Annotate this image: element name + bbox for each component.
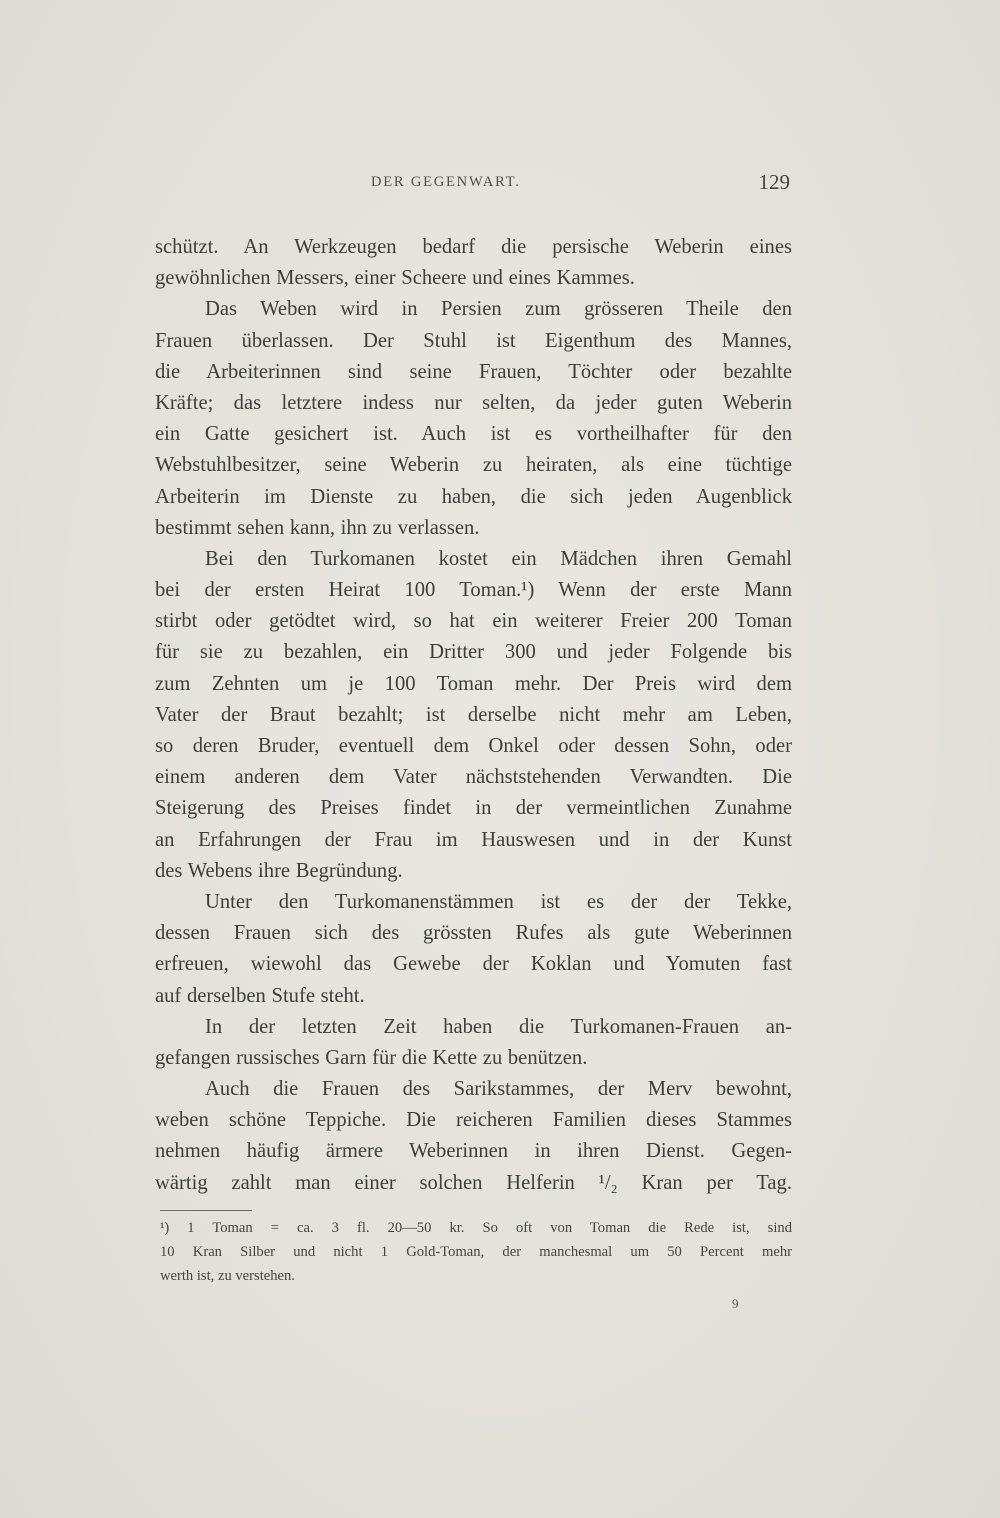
text-line: an Erfahrungen der Frau im Hauswesen und in der Kunst (155, 828, 792, 851)
running-title: DER GEGENWART. (371, 174, 521, 190)
text-line: zum Zehnten um je 100 Toman mehr. Der Preis wird dem (155, 672, 792, 695)
text-line: bestimmt sehen kann, ihn zu verlassen. (155, 516, 480, 539)
text-line: dessen Frauen sich des grössten Rufes als gute Weberinnen (155, 922, 792, 945)
text-line: gefangen russisches Garn für die Kette zu benützen. (155, 1046, 588, 1069)
text-line: In der letzten Zeit haben die Turkomanen-Frauen an- (205, 1015, 792, 1038)
text-line: auf derselben Stufe steht. (155, 984, 365, 1007)
text-line: so deren Bruder, eventuell dem Onkel oder dessen Sohn, oder (155, 735, 792, 757)
text-line: stirbt oder getödtet wird, so hat ein weiterer Freier 200 Toman (155, 610, 792, 633)
footnote-divider (160, 1210, 252, 1211)
text-line: wärtig zahlt man einer solchen Helferin ¹/₂ Kran per Tag. (155, 1171, 792, 1194)
text-line: die Arbeiterinnen sind seine Frauen, Töchter oder bezahlte (155, 360, 792, 383)
text-line: des Webens ihre Begründung. (155, 859, 403, 882)
text-line: Kräfte; das letztere indess nur selten, da jeder guten Weberin (155, 391, 792, 414)
text-line: Steigerung des Preises findet in der vermeintlichen Zunahme (155, 797, 792, 820)
footnote-line: ¹) 1 Toman = ca. 3 fl. 20—50 kr. So oft von Toman die Rede ist, sind (160, 1220, 792, 1236)
text-line: Bei den Turkomanen kostet ein Mädchen ihren Gemahl (205, 547, 792, 570)
footnote-line: werth ist, zu verstehen. (160, 1268, 295, 1284)
text-line: ein Gatte gesichert ist. Auch ist es vortheilhafter für den (155, 423, 792, 446)
text-line: Frauen überlassen. Der Stuhl ist Eigenthum des Mannes, (155, 329, 792, 352)
text-line: bei der ersten Heirat 100 Toman.¹) Wenn der erste Mann (155, 579, 792, 602)
text-line: Das Weben wird in Persien zum grösseren Theile den (205, 298, 792, 321)
page-number: 129 (758, 170, 790, 194)
text-line: schützt. An Werkzeugen bedarf die persische Weberin eines (155, 236, 792, 258)
body-text (155, 232, 792, 1199)
text-line: gewöhnlichen Messers, einer Scheere und eines Kammes. (155, 267, 635, 290)
footnote-line: 10 Kran Silber und nicht 1 Gold-Toman, der manchesmal um 50 Percent mehr (160, 1244, 792, 1260)
footnotes (160, 1216, 792, 1288)
text-line: Auch die Frauen des Sarikstammes, der Merv bewohnt, (205, 1078, 792, 1101)
text-line: nehmen häufig ärmere Weberinnen in ihren Dienst. Gegen- (155, 1140, 792, 1163)
text-line: Arbeiterin im Dienste zu haben, die sich jeden Augenblick (155, 485, 792, 508)
text-line: Vater der Braut bezahlt; ist derselbe nicht mehr am Leben, (155, 703, 792, 726)
running-head (155, 172, 792, 196)
text-line: weben schöne Teppiche. Die reicheren Familien dieses Stammes (155, 1109, 792, 1132)
text-line: Webstuhlbesitzer, seine Weberin zu heiraten, als eine tüchtige (155, 454, 792, 477)
text-line: einem anderen dem Vater nächststehenden Verwandten. Die (155, 766, 792, 789)
text-line: Unter den Turkomanenstämmen ist es der der Tekke, (205, 890, 792, 913)
signature-mark: 9 (732, 1296, 739, 1311)
text-line: für sie zu bezahlen, ein Dritter 300 und jeder Folgende bis (155, 641, 792, 664)
text-line: erfreuen, wiewohl das Gewebe der Koklan und Yomuten fast (155, 953, 792, 976)
